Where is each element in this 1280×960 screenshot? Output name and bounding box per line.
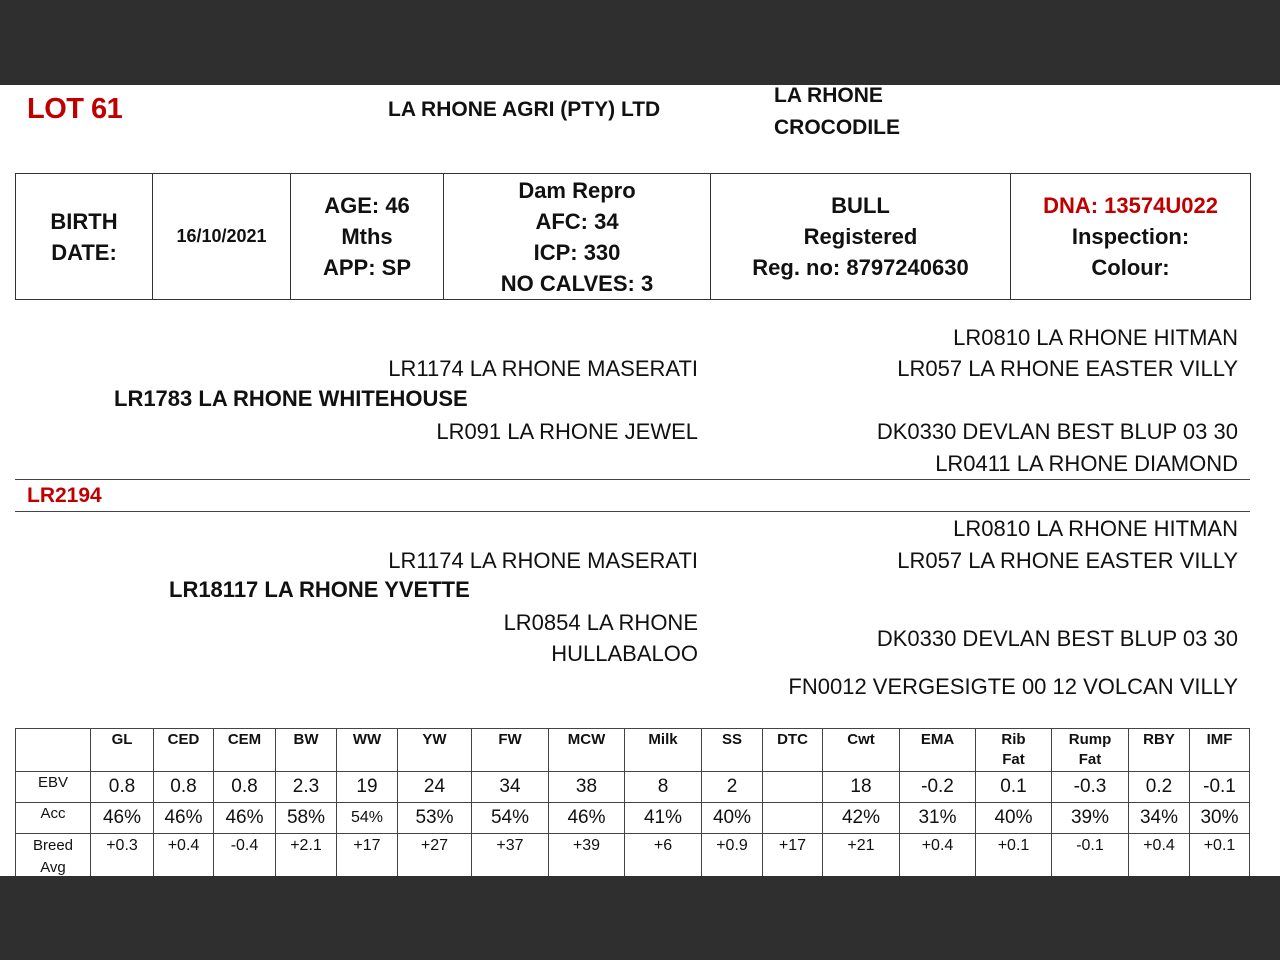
ebv-column-header: EMA [900, 729, 976, 772]
ebv-table [15, 728, 1250, 880]
ebv-cell: 42% [823, 803, 900, 834]
ebv-column-header: IMF [1190, 729, 1250, 772]
ebv-cell: 2 [702, 772, 763, 803]
ebv-cell: 53% [398, 803, 472, 834]
dam-dam: LR0854 LA RHONE HULLABALOO [503, 610, 698, 666]
ebv-cell: 46% [91, 803, 154, 834]
ebv-cell: 30% [1190, 803, 1250, 834]
divider [15, 511, 1250, 512]
ebv-cell: -0.1 [1190, 772, 1250, 803]
ebv-cell: +0.3 [91, 834, 154, 880]
ebv-cell: 54% [472, 803, 549, 834]
ebv-cell: -0.3 [1052, 772, 1129, 803]
ebv-cell: +0.4 [154, 834, 214, 880]
ebv-cell: 19 [337, 772, 398, 803]
dna-cell [1011, 174, 1251, 300]
dam-sire-dam: LR057 LA RHONE EASTER VILLY [897, 548, 1238, 573]
ebv-cell: 46% [154, 803, 214, 834]
ebv-cell: +39 [549, 834, 625, 880]
ebv-cell: 40% [702, 803, 763, 834]
ebv-cell: -0.2 [900, 772, 976, 803]
sire-sire-dam: LR057 LA RHONE EASTER VILLY [897, 356, 1238, 381]
inspection-label: Inspection: [1071, 224, 1190, 249]
ebv-row [16, 803, 1250, 834]
ebv-cell: +17 [763, 834, 823, 880]
dam-repro-cell: Dam Repro AFC: 34 ICP: 330 NO CALVES: 3 [444, 174, 711, 300]
ebv-header-row [16, 729, 1250, 772]
ebv-cell: +21 [823, 834, 900, 880]
ebv-column-header: MCW [549, 729, 625, 772]
ebv-cell: 40% [976, 803, 1052, 834]
ebv-column-header: FW [472, 729, 549, 772]
ebv-cell: +0.4 [1129, 834, 1190, 880]
animal-name-line: LA RHONE [774, 84, 883, 107]
ebv-cell: 34 [472, 772, 549, 803]
ebv-corner-cell [16, 729, 91, 772]
sire-name: LR1783 LA RHONE WHITEHOUSE [114, 386, 468, 411]
dna-number: DNA: 13574U022 [1043, 193, 1218, 218]
sire-sire: LR1174 LA RHONE MASERATI [388, 356, 698, 381]
dam-name: LR18117 LA RHONE YVETTE [169, 577, 470, 602]
ebv-cell: 0.1 [976, 772, 1052, 803]
ebv-cell: 34% [1129, 803, 1190, 834]
ebv-column-header: Cwt [823, 729, 900, 772]
ebv-cell: 0.2 [1129, 772, 1190, 803]
ebv-cell: +0.9 [702, 834, 763, 880]
lot-number: LOT 61 [27, 93, 123, 125]
ebv-cell: +6 [625, 834, 702, 880]
ebv-cell: -0.1 [1052, 834, 1129, 880]
ebv-cell: 0.8 [214, 772, 276, 803]
ebv-cell: 38 [549, 772, 625, 803]
ebv-column-header: BW [276, 729, 337, 772]
ebv-cell [763, 772, 823, 803]
ebv-cell: 24 [398, 772, 472, 803]
viewer-bottom-bar [0, 876, 1280, 960]
ebv-cell: +37 [472, 834, 549, 880]
ebv-column-header: Milk [625, 729, 702, 772]
ebv-cell: +0.1 [1190, 834, 1250, 880]
ebv-cell: 46% [214, 803, 276, 834]
ebv-cell: +27 [398, 834, 472, 880]
birth-date-value: 16/10/2021 [153, 174, 291, 300]
ebv-cell: +2.1 [276, 834, 337, 880]
sire-sire-sire: LR0810 LA RHONE HITMAN [953, 325, 1238, 350]
animal-id: LR2194 [27, 484, 102, 507]
dam-sire-sire: LR0810 LA RHONE HITMAN [953, 516, 1238, 541]
ebv-cell: 18 [823, 772, 900, 803]
ebv-cell: +0.4 [900, 834, 976, 880]
ebv-column-header: YW [398, 729, 472, 772]
sire-dam: LR091 LA RHONE JEWEL [436, 419, 698, 444]
animal-name-line: CROCODILE [774, 116, 900, 139]
ebv-cell [763, 803, 823, 834]
ebv-cell: 58% [276, 803, 337, 834]
ebv-column-header: GL [91, 729, 154, 772]
colour-label: Colour: [1091, 255, 1170, 280]
ebv-row-label: Breed Avg [16, 834, 91, 880]
ebv-row-label: EBV [16, 772, 91, 803]
ebv-cell: +0.1 [976, 834, 1052, 880]
ebv-cell: 39% [1052, 803, 1129, 834]
ebv-cell: 8 [625, 772, 702, 803]
ebv-cell: 0.8 [91, 772, 154, 803]
ebv-cell: 2.3 [276, 772, 337, 803]
animal-info-table [15, 173, 1251, 300]
ebv-cell: 54% [337, 803, 398, 834]
ebv-row [16, 834, 1250, 880]
breeder-name: LA RHONE AGRI (PTY) LTD [388, 98, 661, 121]
ebv-row-label: Acc [16, 803, 91, 834]
ebv-column-header: WW [337, 729, 398, 772]
viewer-top-bar [0, 0, 1280, 85]
registration-cell: BULL Registered Reg. no: 8797240630 [711, 174, 1011, 300]
ebv-cell: 46% [549, 803, 625, 834]
divider [15, 479, 1250, 480]
ebv-cell: 41% [625, 803, 702, 834]
sire-dam-sire: DK0330 DEVLAN BEST BLUP 03 30 [876, 419, 1238, 444]
animal-name [774, 80, 900, 144]
birth-date-label: BIRTH DATE: [16, 174, 153, 300]
age-cell: AGE: 46 Mths APP: SP [291, 174, 444, 300]
ebv-column-header: Rump Fat [1052, 729, 1129, 772]
ebv-cell: 31% [900, 803, 976, 834]
ebv-cell: +17 [337, 834, 398, 880]
dam-sire: LR1174 LA RHONE MASERATI [388, 548, 698, 573]
ebv-row [16, 772, 1250, 803]
ebv-cell: 0.8 [154, 772, 214, 803]
dam-dam-dam: FN0012 VERGESIGTE 00 12 VOLCAN VILLY [788, 674, 1238, 699]
ebv-column-header: CEM [214, 729, 276, 772]
ebv-column-header: SS [702, 729, 763, 772]
dam-dam-sire: DK0330 DEVLAN BEST BLUP 03 30 [876, 626, 1238, 651]
ebv-column-header: RBY [1129, 729, 1190, 772]
ebv-column-header: DTC [763, 729, 823, 772]
ebv-cell: -0.4 [214, 834, 276, 880]
ebv-column-header: CED [154, 729, 214, 772]
sire-dam-dam: LR0411 LA RHONE DIAMOND [935, 451, 1238, 476]
ebv-column-header: Rib Fat [976, 729, 1052, 772]
